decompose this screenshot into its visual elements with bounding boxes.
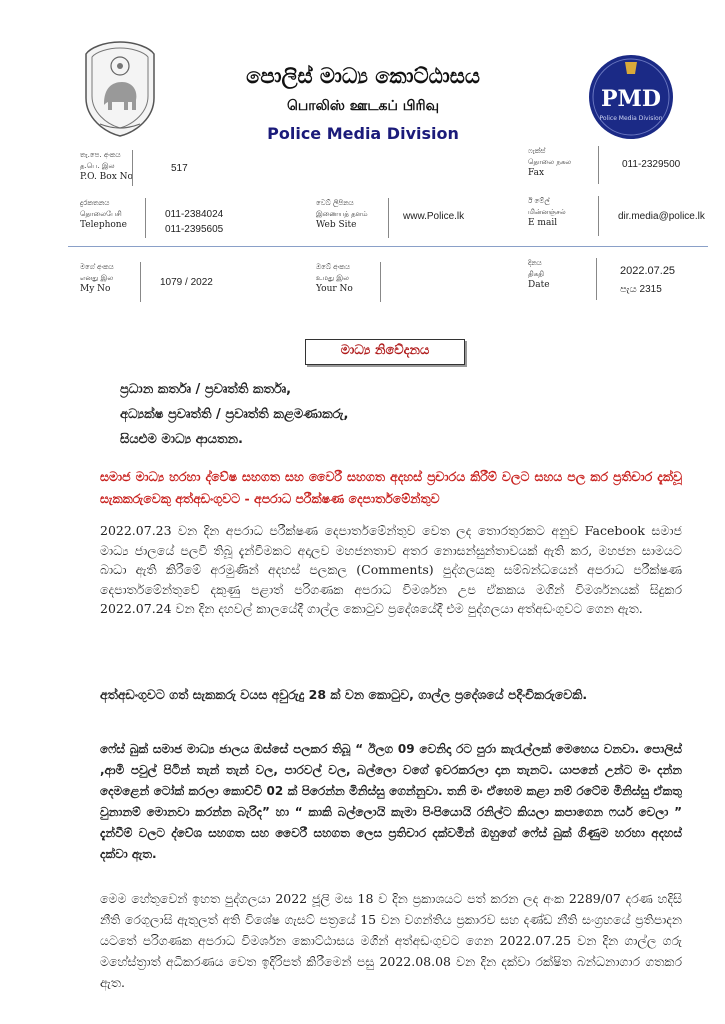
divider (598, 146, 599, 184)
po-box-value: 517 (171, 163, 188, 174)
my-no-value: 1079 / 2022 (160, 277, 213, 288)
header-rule (68, 246, 708, 247)
police-crest-icon (82, 40, 158, 138)
email-value[interactable]: dir.media@police.lk (618, 211, 705, 222)
email-labels: ඊ මේල් மின்னஞ்சல் E mail (528, 197, 566, 228)
title-sinhala: පොලිස් මාධ්‍ය කොට්ඨාසය (246, 64, 480, 88)
title-tamil: பொலிஸ் ஊடகப் பிரிவு (286, 98, 440, 114)
notice-title: මාධ්‍ය නිවේදනය (305, 339, 465, 365)
recipient-line: සියළුම මාධ්‍ය ආයතන. (120, 432, 243, 447)
recipient-line: ප්‍රධාන කර්තෘ / ප්‍රවෘත්ති කර්තෘ, (120, 382, 292, 397)
headline: සමාජ මාධ්‍ය හරහා ද්වේෂ සහගත සහ වෛරී සහගත අදහස් ප්‍රචාරය කිරීම් වලට සහය පල කර ප්‍රතිචාර දැක්වූ සැකකරුවෙකු අත්අඩංගුවට - අපරාධ පරීක්ෂණ දෙපාර්තමේන්තුව (100, 469, 682, 506)
body-paragraph: අත්අඩංගුවට ගත් සැකකරු වයස අවුරුදු 28 ක් වන කොටුව, ගාල්ල ප්‍රදේශයේ පදිංචිකරුවෙකි. (100, 687, 588, 702)
telephone-value-1: 011-2384024 (165, 209, 224, 220)
divider (598, 196, 599, 236)
date-labels: දිනය திகதி Date (528, 259, 550, 290)
my-no-labels: මගේ අංකය எனது இல My No (80, 263, 114, 294)
divider (388, 198, 389, 238)
fax-labels: ෆැක්ස් தொலை நகல Fax (528, 147, 572, 178)
pmd-logo-icon (588, 54, 674, 140)
po-box-labels: තැ.පෙ. අංකය த.பெ. இல P.O. Box No (80, 151, 133, 182)
time-value: පැය 2315 (620, 284, 662, 295)
date-value: 2022.07.25 (620, 265, 676, 277)
pmd-logo-text: PMD (601, 86, 661, 112)
telephone-value-2: 011-2395605 (165, 224, 224, 235)
website-value[interactable]: www.Police.lk (403, 211, 465, 222)
divider (140, 262, 141, 302)
body-paragraph: 2022.07.23 වන දින අපරාධ පරීක්ෂණ දෙපාර්තමේන්තුව වෙත ලද තොරතුරකට අනුව Facebook සමාජ මාධ්‍ය ජාලයේ පලවී තිබූ දැන්වීමකට අදාලව මහජනතාව අතර නොසන්සුන්තාවයක් ඇති කර, මහජන සාමයට බාධා ඇති කිරීමේ අරමුණින් අදහස් පලකල (Comments) පුද්ගලයකු සම්බන්ධයෙන් අපරාධ පරීක්ෂණ දෙපාර්තමේන්තුවේ දකුණු පළාත් පරිගණක අපරාධ විමර්ශන උප ඒකකය මගින් විමර්ශනයක් සිදුකර 2022.07.24 වන දින දහවල් කාලයේදී ගාල්ල කොටුව ප්‍රදේශයේදී එම පුද්ගලයා අත්අඩංගුවට ගෙන ඇත. (100, 523, 682, 616)
fax-value: 011-2329500 (622, 159, 681, 170)
your-no-labels: ඔබේ අංකය உமது இல Your No (316, 263, 353, 294)
divider (132, 150, 133, 186)
website-labels: වෙබ් ලිපිනය இணையத் தளம் Web Site (316, 199, 368, 230)
title-english: Police Media Division (267, 124, 459, 143)
divider (596, 258, 597, 300)
divider (380, 262, 381, 302)
recipient-line: අධ්‍යක්ෂ ප්‍රවෘත්ති / ප්‍රවෘත්ති කළමණාකරු, (120, 407, 349, 422)
body-paragraph: ෆේස් බුක් සමාජ මාධ්‍ය ජාලය ඔස්සේ පලකර තිබූ “ ඊලග 09 වෙනිදා රට පුරා කැරැල්ලක් මෙහෙය වනවා. පොලිස් ,ආමි පවුල් පිටින් තැන් තැන් වල, පාරවල් වල, බල්ලො වගේ ඉවරකරලා දාන තැනට. යාපනේ උන්ට මං දන්න දෙමළෙන් ටෝක් කරලා කොච්චි 02 ක් පිරෙන්න මිනිස්සු ගෙන්නුවා. තනි මං ඒහෙම කළා නම් රටේම මිනිස්සු ඒකතු වුනානම් මොනවා කරන්න බැරිද” හා “ කාකි බල්ලොයි කැමා පිංපියොයි රනිල්ට කියලා කපාගෙන ෆයර් වෙලා ” දැන්වීම් වලට ද්වේශ සහගත සහ වෛරී සහගත ලෙස ප්‍රතිචාර දක්වමින් ඔහුගේ ෆේස් බුක් ගිණුම හරහා අදහස් දක්වා ඇත. (100, 742, 682, 861)
divider (145, 198, 146, 238)
body-paragraph: මෙම හේතුවෙන් ඉහත පුද්ගලයා 2022 ජූලි මස 18 ව දින ප්‍රකාශයට පත් කරන ලද අංක 2289/07 දරණ හදිසි නීති රෙගුලාසි ඇතුලත් අති විශේෂ ගැසට් පත්‍රයේ 15 වන වගන්තිය ප්‍රකාරව සහ දණ්ඩ නීති සංග්‍රහයේ ප්‍රතිපාදන යටතේ පරිගණක අපරාධ විමර්ශන කොට්ඨාසය මගින් අත්අඩංගුවට ගෙන 2022.07.25 වන දින ගාල්ල ගරු මහේස්ත්‍රාත් අධිකරණය වෙත ඉදිරිපත් කිරීමෙන් පසු 2022.08.08 වන දින දක්වා රක්ෂිත බන්ධනාගාර ගතකර ඇත. (100, 891, 682, 990)
telephone-labels: දුරකතනය தொலைபேசி Telephone (80, 199, 127, 230)
pmd-logo-subtext: Police Media Division (599, 115, 663, 122)
